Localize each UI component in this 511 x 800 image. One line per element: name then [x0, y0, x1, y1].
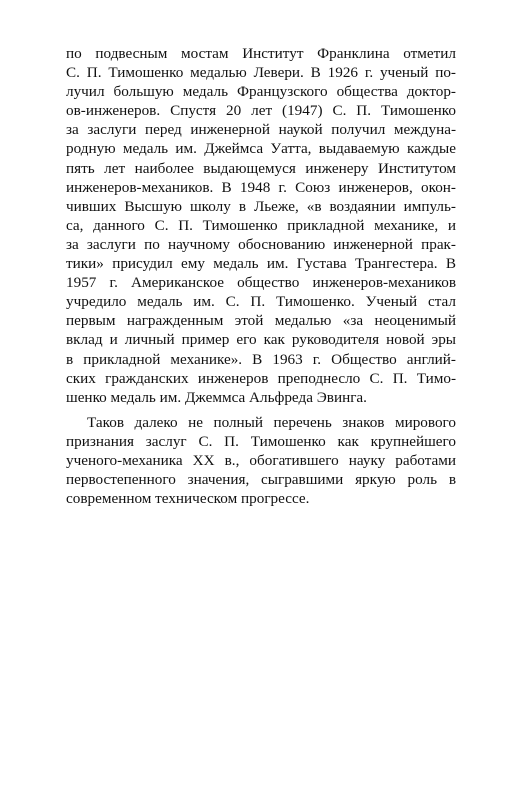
paragraph-1-line-17: в прикладной механике». В 1963 г. Общество англий- [66, 350, 456, 368]
paragraph-1-line-6: родную медаль им. Джеймса Уатта, выдаваемую каждые [66, 140, 456, 158]
paragraph-1-line-15: первым награжденным этой медалью «за неоценимый [66, 312, 456, 330]
paragraph-2-line-5: современном техническом прогрессе. [66, 490, 310, 508]
paragraph-1 [66, 44, 456, 407]
paragraph-2 [66, 413, 456, 508]
paragraph-1-line-3: лучил большую медаль Французского общества доктор- [66, 83, 456, 101]
paragraph-1-line-1: по подвесным мостам Институт Франклина отметил [66, 45, 456, 62]
paragraph-1-line-10: са, данного С. П. Тимошенко прикладной механике, и [66, 216, 456, 234]
paragraph-1-line-2: С. П. Тимошенко медалью Левери. В 1926 г. ученый по- [66, 64, 456, 82]
paragraph-1-line-16: вклад и личный пример его как руководителя новой эры [66, 331, 456, 349]
paragraph-2-line-3: ученого-механика XX в., обогатившего науку работами [66, 451, 456, 469]
paragraph-1-line-5: за заслуги перед инженерной наукой получил междуна- [66, 121, 456, 139]
paragraph-1-line-19: шенко медаль им. Джеммса Альфреда Эвинга. [66, 388, 367, 406]
paragraph-1-line-4: ов-инженеров. Спустя 20 лет (1947) С. П. Тимошенко [66, 102, 456, 120]
paragraph-1-line-14: учредило медаль им. С. П. Тимошенко. Ученый стал [66, 293, 456, 311]
paragraph-1-line-7: пять лет наиболее выдающемуся инженеру Институтом [66, 159, 456, 177]
paragraph-2-line-2: признания заслуг С. П. Тимошенко как крупнейшего [66, 432, 456, 450]
paragraph-1-line-8: инженеров-механиков. В 1948 г. Союз инженеров, окон- [66, 178, 456, 196]
paragraph-1-line-12: тики» присудил ему медаль им. Густава Трангестера. В [66, 255, 456, 273]
document-page [66, 44, 456, 508]
paragraph-1-line-9: чивших Высшую школу в Льеже, «в воздаянии импуль- [66, 197, 456, 215]
paragraph-1-line-18: ских гражданских инженеров преподнесло С. П. Тимо- [66, 369, 456, 387]
paragraph-1-line-13: 1957 г. Американское общество инженеров-механиков [66, 274, 456, 292]
paragraph-2-line-1: Таков далеко не полный перечень знаков мирового [87, 413, 456, 431]
paragraph-1-line-11: за заслуги по научному обоснованию инженерной прак- [66, 235, 456, 253]
paragraph-2-line-4: первостепенного значения, сыгравшими яркую роль в [66, 471, 456, 489]
